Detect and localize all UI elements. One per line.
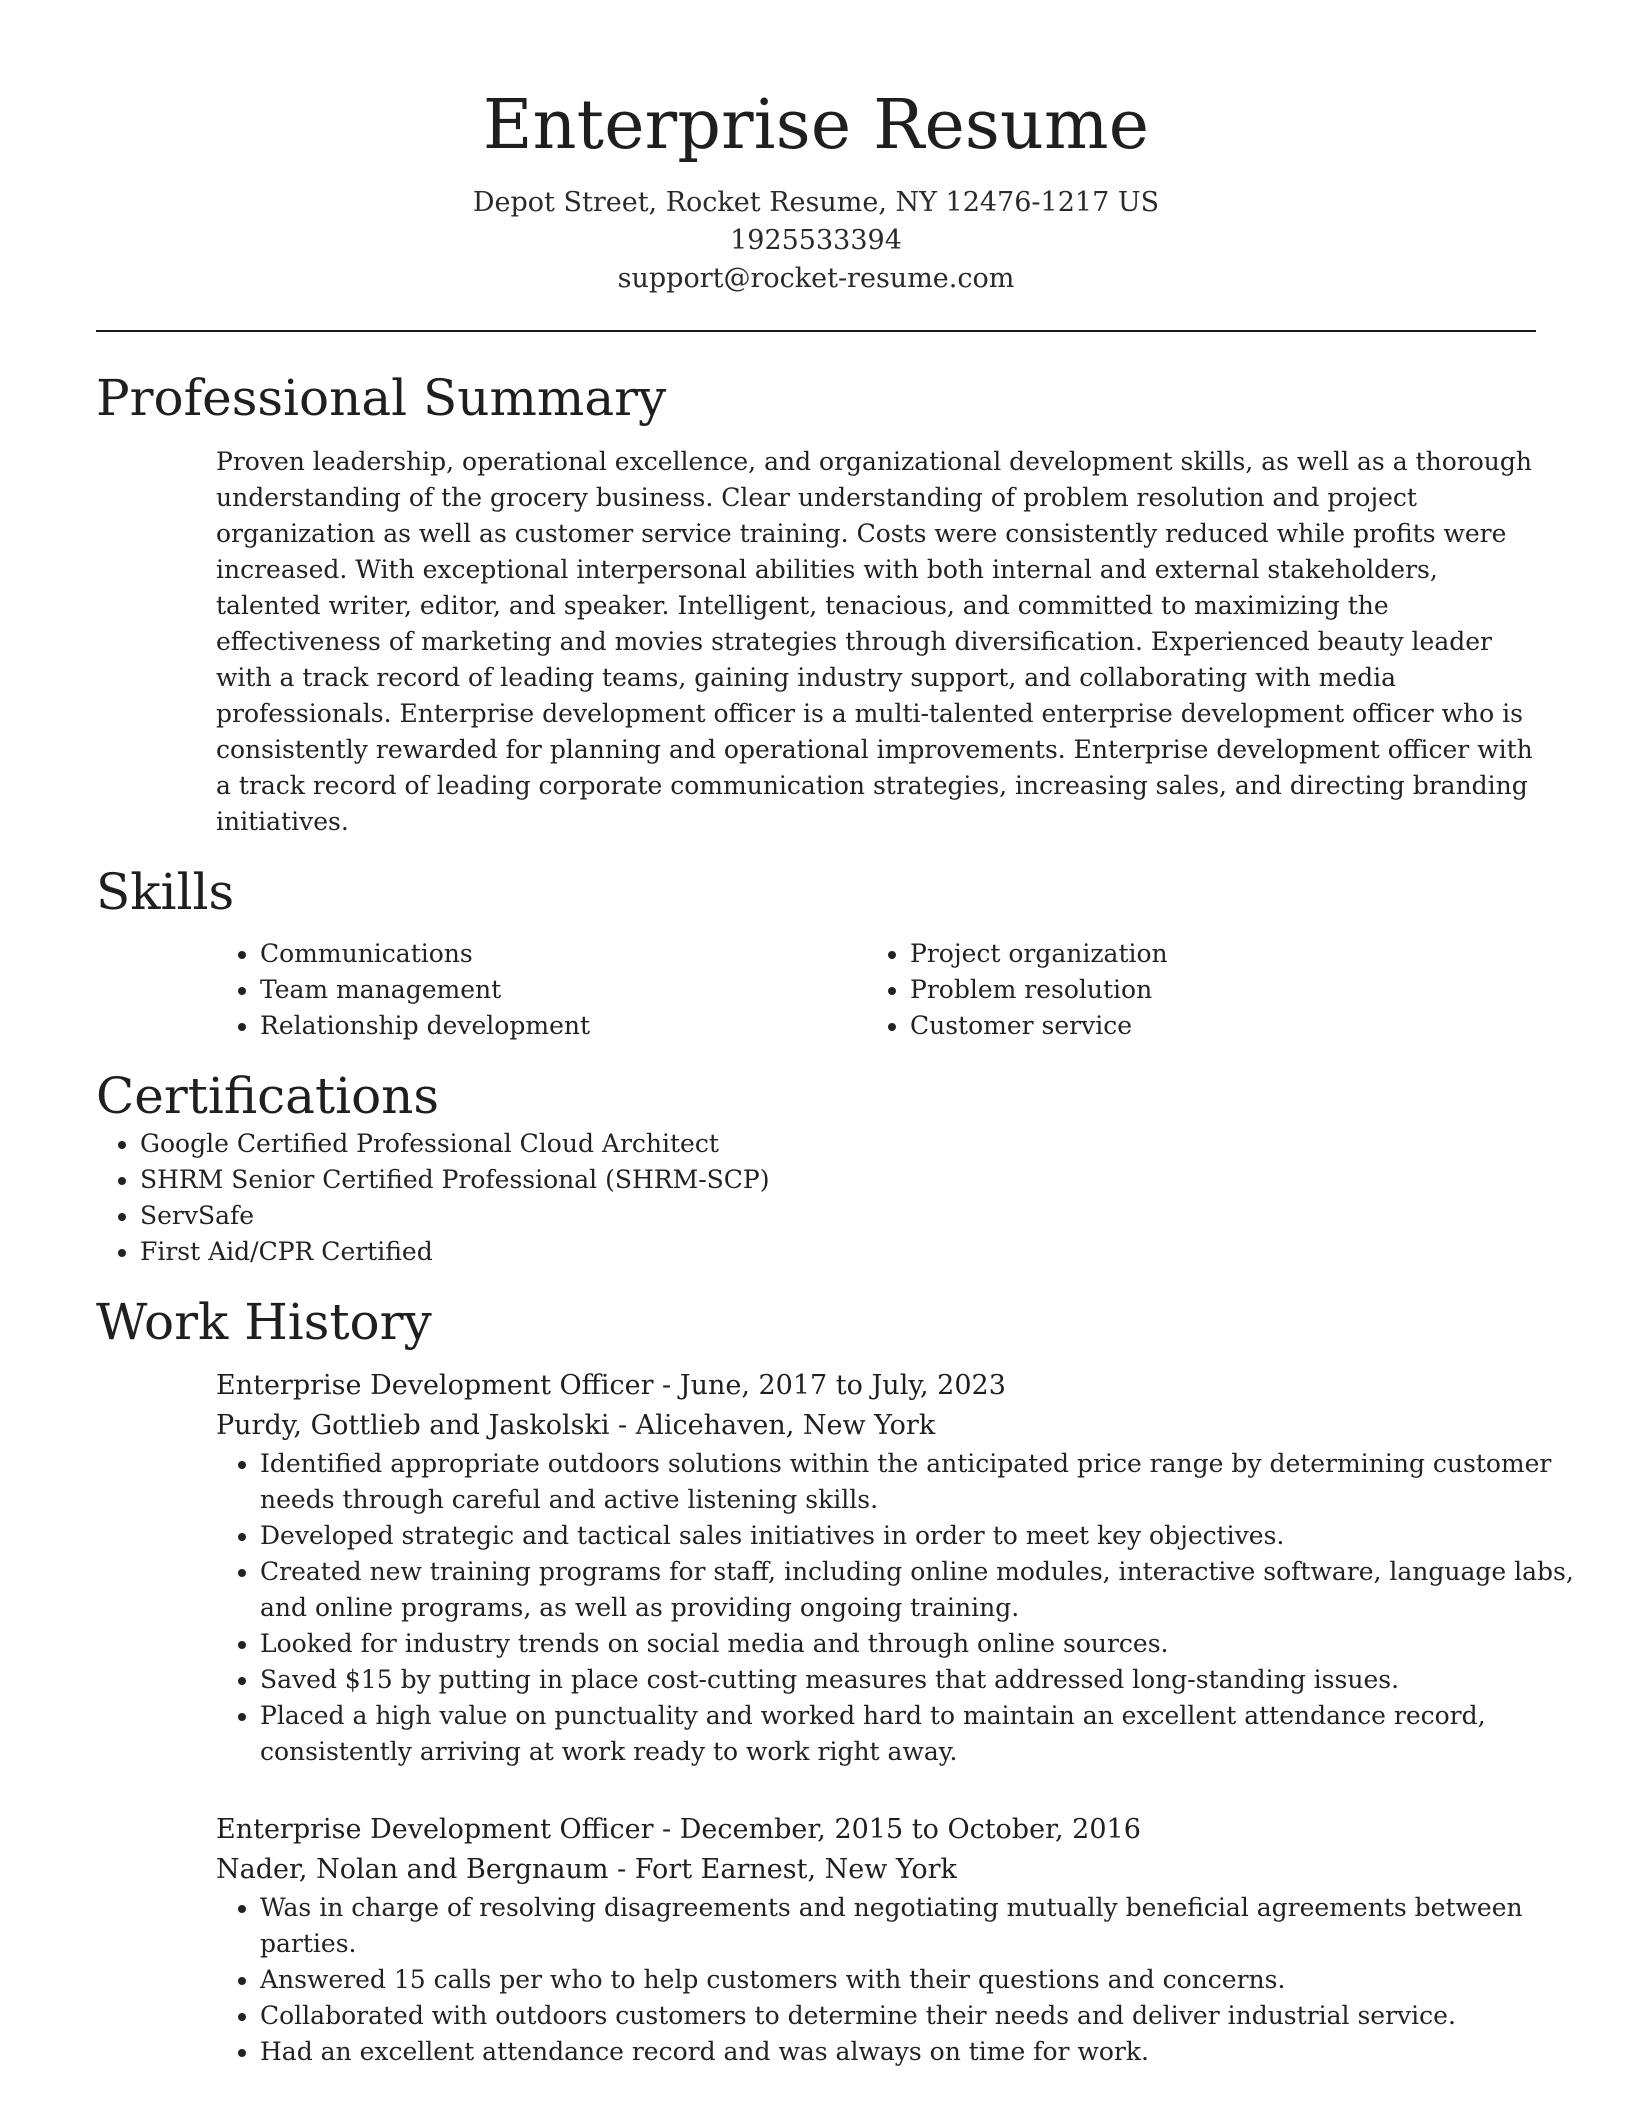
job-entry [216,1366,1574,1770]
certification-item: • SHRM Senior Certified Professional (SHRM-SCP) [140,1162,1536,1198]
job-company-line: Purdy, Gottlieb and Jaskolski - Alicehaven, New York [216,1410,936,1441]
skills-list-right [866,936,1516,1044]
job-bullets [216,1890,1580,2070]
skills-grid [216,936,1536,1044]
job-bullet: • Developed strategic and tactical sales initiatives in order to meet key objectives. [260,1518,1580,1554]
job-bullet: • Identified appropriate outdoors solutions within the anticipated price range by determining customer needs through careful and active listening skills. [260,1446,1580,1518]
certification-item: • First Aid/CPR Certified [140,1234,1536,1270]
job-bullet: • Was in charge of resolving disagreements and negotiating mutually beneficial agreements between parties. [260,1890,1580,1962]
certification-item: • ServSafe [140,1198,1536,1234]
skill-item: • Project organization [910,936,1516,972]
skill-item: • Communications [260,936,866,972]
job-bullet: • Created new training programs for staff, including online modules, interactive software, language labs, and online programs, as well as providing ongoing training. [260,1554,1580,1626]
job-title-line: Enterprise Development Officer - December, 2015 to October, 2016 [216,1814,1141,1845]
job-bullet: • Answered 15 calls per who to help customers with their questions and concerns. [260,1962,1580,1998]
job-title-line: Enterprise Development Officer - June, 2017 to July, 2023 [216,1370,1006,1401]
summary-section [96,368,1536,840]
resume-header [96,0,1536,298]
contact-phone: 1925533394 [730,225,902,256]
header-divider [96,330,1536,332]
skill-item: • Relationship development [260,1008,866,1044]
skills-section [96,862,1536,1044]
certifications-heading: Certifications [96,1067,440,1125]
contact-block [96,184,1536,298]
certifications-list [96,1126,1536,1270]
skill-item: • Team management [260,972,866,1008]
skills-heading: Skills [96,863,235,921]
job-bullet: • Collaborated with outdoors customers to determine their needs and deliver industrial service. [260,1998,1580,2034]
contact-address: Depot Street, Rocket Resume, NY 12476-1217 US [472,187,1160,218]
job-bullet: • Placed a high value on punctuality and worked hard to maintain an excellent attendance record, consistently arriving at work ready to work right away. [260,1698,1580,1770]
job-bullet: • Saved $15 by putting in place cost-cutting measures that addressed long-standing issues. [260,1662,1580,1698]
job-entry [216,1810,1536,2070]
skills-list-left [216,936,866,1044]
work-history-section [96,1292,1574,2070]
job-bullets [216,1446,1580,1770]
certification-item: • Google Certified Professional Cloud Architect [140,1126,1536,1162]
summary-heading: Professional Summary [96,369,667,427]
job-bullet: • Looked for industry trends on social media and through online sources. [260,1626,1580,1662]
job-bullet: • Had an excellent attendance record and was always on time for work. [260,2034,1580,2070]
work-history-heading: Work History [96,1293,432,1351]
certifications-section [96,1066,1536,1270]
summary-text: Proven leadership, operational excellence, and organizational development skills, as well as a thorough understanding of the grocery business. Clear understanding of problem resolution and project organization as well as customer service training. Costs were consistently reduced while profits were increased. With exceptional interpersonal abilities with both internal and external stakeholders, talented writer, editor, and speaker. Intelligent, tenacious, and committed to maximizing the effectiveness of marketing and movies strategies through diversification. Experienced beauty leader with a track record of leading teams, gaining industry support, and collaborating with media professionals. Enterprise development officer is a multi-talented enterprise development officer who is consistently rewarded for planning and operational improvements. Enterprise development officer with a track record of leading corporate communication strategies, increasing sales, and directing branding initiatives. [216,447,1533,836]
contact-email: support@rocket-resume.com [617,263,1015,294]
skill-item: • Problem resolution [910,972,1516,1008]
job-company-line: Nader, Nolan and Bergnaum - Fort Earnest, New York [216,1854,957,1885]
resume-name: Enterprise Resume [482,86,1150,165]
skill-item: • Customer service [910,1008,1516,1044]
